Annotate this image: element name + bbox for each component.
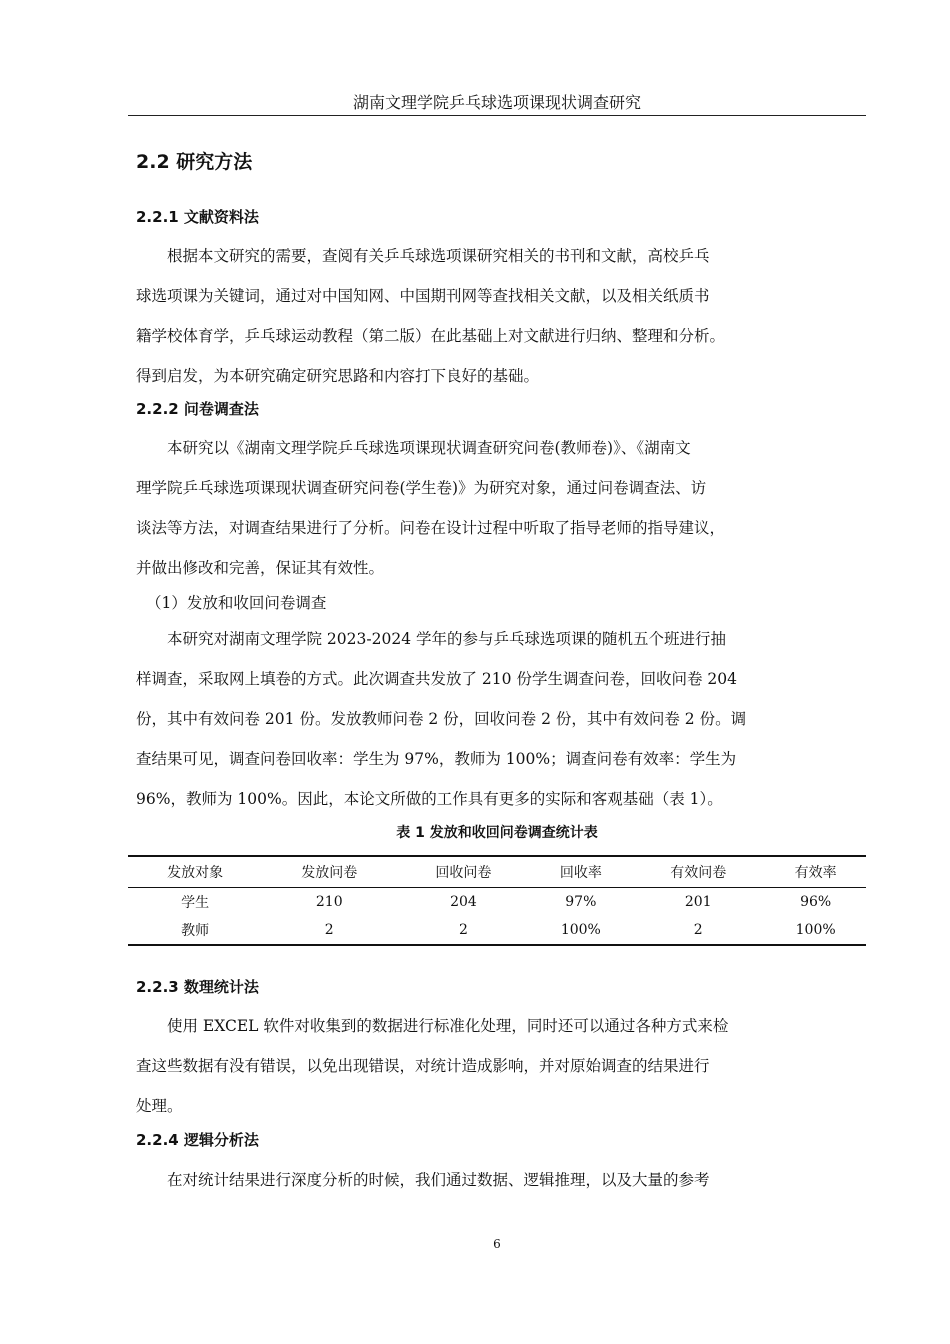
distribution-paragraph: [136, 619, 858, 659]
questionnaire-paragraph-cont: [136, 468, 858, 588]
paragraph-line: 籍学校体育学，乒乓球运动教程（第二版）在此基础上对文献进行归纳、整理和分析。: [136, 327, 726, 345]
subsection-heading-logic: 2.2.4 逻辑分析法: [136, 1131, 259, 1149]
table-row: [128, 887, 866, 916]
paragraph-line: 份，其中有效问卷 201 份。发放教师问卷 2 份，回收问卷 2 份，其中有效问卷 2 份。调: [136, 710, 747, 728]
column-header: 有效问卷: [631, 856, 765, 887]
header-rule: [128, 115, 866, 116]
table-cell: 2: [631, 916, 765, 945]
questionnaire-paragraph: [136, 428, 858, 468]
table-cell: 100%: [531, 916, 632, 945]
table-cell: 2: [262, 916, 396, 945]
paragraph-line: 样调查，采取网上填卷的方式。此次调查共发放了 210 份学生调查问卷，回收问卷 204: [136, 670, 737, 688]
running-header: 湖南文理学院乒乓球选项课现状调查研究: [352, 93, 641, 112]
subsection-heading-literature: 2.2.1 文献资料法: [136, 208, 259, 226]
statistics-table: [128, 855, 866, 946]
table-cell: 96%: [800, 893, 832, 910]
column-header: 发放问卷: [262, 856, 396, 887]
subsection-heading-questionnaire: 2.2.2 问卷调查法: [136, 400, 259, 418]
column-header: 回收问卷: [396, 856, 530, 887]
paragraph-line: 得到启发，为本研究确定研究思路和内容打下良好的基础。: [136, 367, 540, 385]
literature-paragraph-cont: [136, 276, 858, 396]
table-cell: 教师: [128, 916, 262, 945]
statistics-paragraph: [136, 1006, 858, 1046]
item-heading: （1）发放和收回问卷调查: [146, 594, 327, 612]
table-cell: 201: [684, 893, 712, 910]
subsection-heading-statistics: 2.2.3 数理统计法: [136, 978, 259, 996]
logic-paragraph: [136, 1160, 858, 1200]
table-caption: 表 1 发放和收回问卷调查统计表: [396, 825, 598, 841]
table-cell: 100%: [765, 916, 866, 945]
table-row: [128, 916, 866, 945]
paragraph-line: 理学院乒乓球选项课现状调查研究问卷(学生卷)》为研究对象，通过问卷调查法、访: [136, 479, 707, 497]
table-cell: 97%: [565, 893, 597, 910]
table-cell: 学生: [181, 894, 210, 911]
paragraph-line: 查结果可见，调查问卷回收率：学生为 97%，教师为 100%；调查问卷有效率：学生为: [136, 750, 737, 768]
paragraph-line: 使用 EXCEL 软件对收集到的数据进行标准化处理，同时还可以通过各种方式来检: [167, 1017, 729, 1035]
table-header-row: [128, 856, 866, 887]
paragraph-line: 根据本文研究的需要，查阅有关乒乓球选项课研究相关的书刊和文献，高校乒乓: [167, 247, 710, 265]
paragraph-line: 本研究以《湖南文理学院乒乓球选项课现状调查研究问卷(教师卷)》、《湖南文: [167, 439, 691, 457]
section-heading: 2.2 研究方法: [136, 151, 253, 173]
table-cell: 204: [450, 893, 477, 910]
paragraph-line: 处理。: [136, 1097, 183, 1115]
table-cell: 2: [396, 916, 530, 945]
column-header: 回收率: [531, 856, 632, 887]
paragraph-line: 在对统计结果进行深度分析的时候，我们通过数据、逻辑推理，以及大量的参考: [167, 1171, 710, 1189]
statistics-paragraph-cont: [136, 1046, 858, 1126]
page-number: 6: [493, 1237, 501, 1251]
paragraph-line: 并做出修改和完善，保证其有效性。: [136, 559, 385, 577]
literature-paragraph: [136, 236, 858, 276]
column-header: 有效率: [765, 856, 866, 887]
paragraph-line: 谈法等方法，对调查结果进行了分析。问卷在设计过程中听取了指导老师的指导建议，: [136, 519, 726, 537]
table-cell: 210: [315, 893, 343, 910]
paragraph-line: 球选项课为关键词，通过对中国知网、中国期刊网等查找相关文献，以及相关纸质书: [136, 287, 710, 305]
paragraph-line: 查这些数据有没有错误，以免出现错误，对统计造成影响，并对原始调查的结果进行: [136, 1057, 710, 1075]
column-header: 发放对象: [128, 856, 262, 887]
paragraph-line: 本研究对湖南文理学院 2023-2024 学年的参与乒乓球选项课的随机五个班进行抽: [167, 630, 726, 648]
distribution-paragraph-cont: [136, 659, 858, 819]
paragraph-line: 96%，教师为 100%。因此，本论文所做的工作具有更多的实际和客观基础（表 1）。: [136, 790, 723, 808]
